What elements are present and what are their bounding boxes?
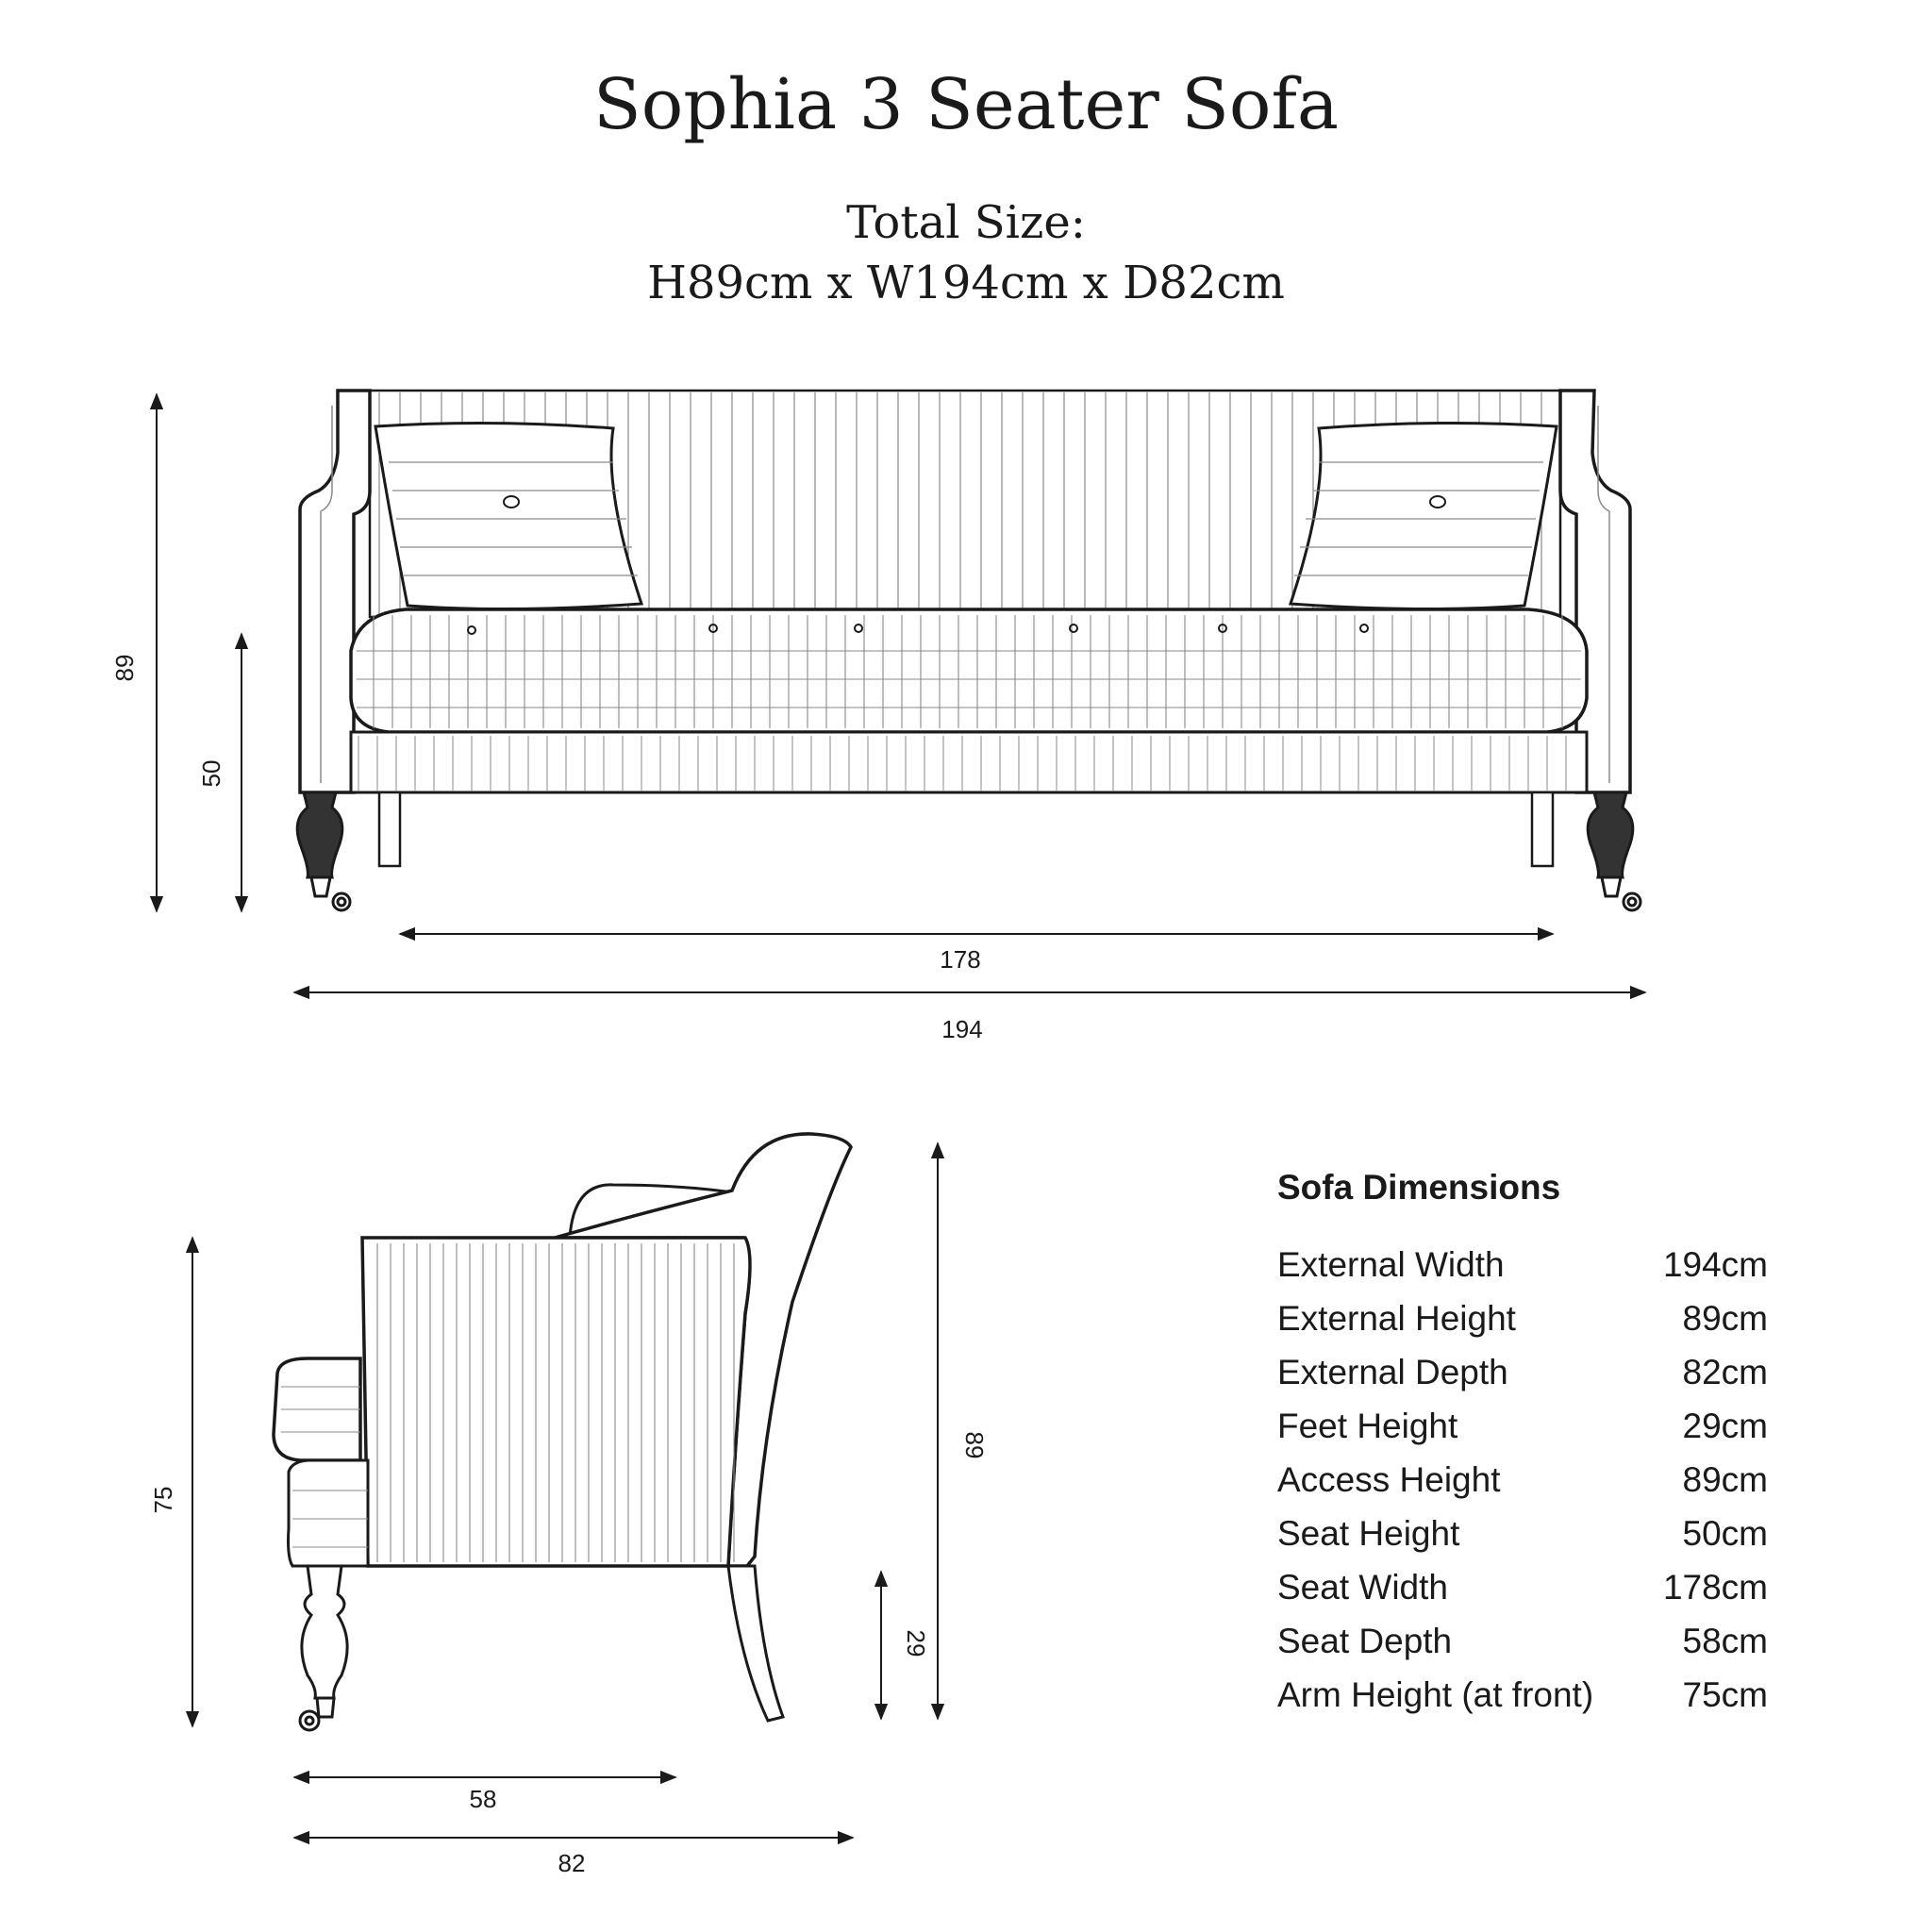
front-view-drawing — [297, 391, 1641, 910]
dimension-row — [1277, 1560, 1768, 1614]
total-size-label: Total Size: — [846, 196, 1086, 249]
front-back-left-leg — [379, 792, 400, 866]
front-height-label: 89 — [110, 654, 139, 682]
dimension-row — [1277, 1291, 1768, 1345]
dimension-label: External Height — [1277, 1299, 1516, 1338]
side-seat-depth-label: 58 — [469, 1785, 497, 1813]
dimension-label: Seat Height — [1277, 1514, 1460, 1553]
front-seat-height-label: 50 — [197, 759, 225, 788]
page-title: Sophia 3 Seater Sofa — [593, 64, 1339, 145]
dimension-label: External Depth — [1277, 1353, 1508, 1391]
dimension-value: 89cm — [1682, 1299, 1768, 1338]
dimension-value: 58cm — [1682, 1622, 1768, 1660]
dimension-label: Access Height — [1277, 1460, 1501, 1499]
dimension-label: Seat Width — [1277, 1568, 1448, 1607]
dimension-row — [1277, 1507, 1768, 1560]
side-feet-height-label: 29 — [902, 1629, 930, 1657]
dimension-value: 50cm — [1682, 1514, 1768, 1553]
dimension-value: 178cm — [1662, 1568, 1768, 1607]
dimension-label: Feet Height — [1277, 1407, 1458, 1445]
front-width-label: 194 — [941, 1015, 983, 1043]
sofa-dimensions-heading: Sofa Dimensions — [1277, 1168, 1561, 1207]
front-right-cushion — [1291, 423, 1557, 608]
dimension-row — [1277, 1614, 1768, 1668]
side-front-turned-leg — [300, 1566, 347, 1730]
side-arm-height-label: 75 — [149, 1486, 177, 1514]
side-main-body — [362, 1238, 750, 1566]
sofa-dimensions-table — [1277, 1168, 1768, 1722]
dimension-value: 89cm — [1682, 1460, 1768, 1499]
dimension-row — [1277, 1345, 1768, 1399]
dimension-label: Arm Height (at front) — [1277, 1675, 1594, 1714]
front-seat-cushion — [351, 609, 1587, 732]
total-size-value: H89cm x W194cm x D82cm — [647, 257, 1285, 309]
dimension-value: 194cm — [1662, 1245, 1768, 1284]
dimension-value: 82cm — [1682, 1353, 1768, 1391]
dimension-row — [1277, 1238, 1768, 1291]
dimension-row — [1277, 1399, 1768, 1453]
side-depth-label: 82 — [558, 1849, 586, 1877]
dimension-row — [1277, 1668, 1768, 1722]
side-view-drawing — [274, 1134, 851, 1730]
front-right-turned-leg — [1588, 792, 1641, 910]
dimension-row — [1277, 1453, 1768, 1507]
front-base-rail — [351, 732, 1587, 792]
dimension-label: External Width — [1277, 1245, 1505, 1284]
front-seat-width-label: 178 — [940, 945, 981, 974]
front-back-right-leg — [1532, 792, 1553, 866]
dimension-value: 75cm — [1682, 1675, 1768, 1714]
front-left-cushion — [375, 423, 641, 608]
side-back-leg — [728, 1566, 783, 1721]
side-front-panel — [289, 1460, 369, 1566]
side-height-label: 89 — [960, 1431, 989, 1459]
dimension-label: Seat Depth — [1277, 1622, 1453, 1660]
front-left-turned-leg — [297, 792, 350, 910]
dimension-value: 29cm — [1682, 1407, 1768, 1445]
